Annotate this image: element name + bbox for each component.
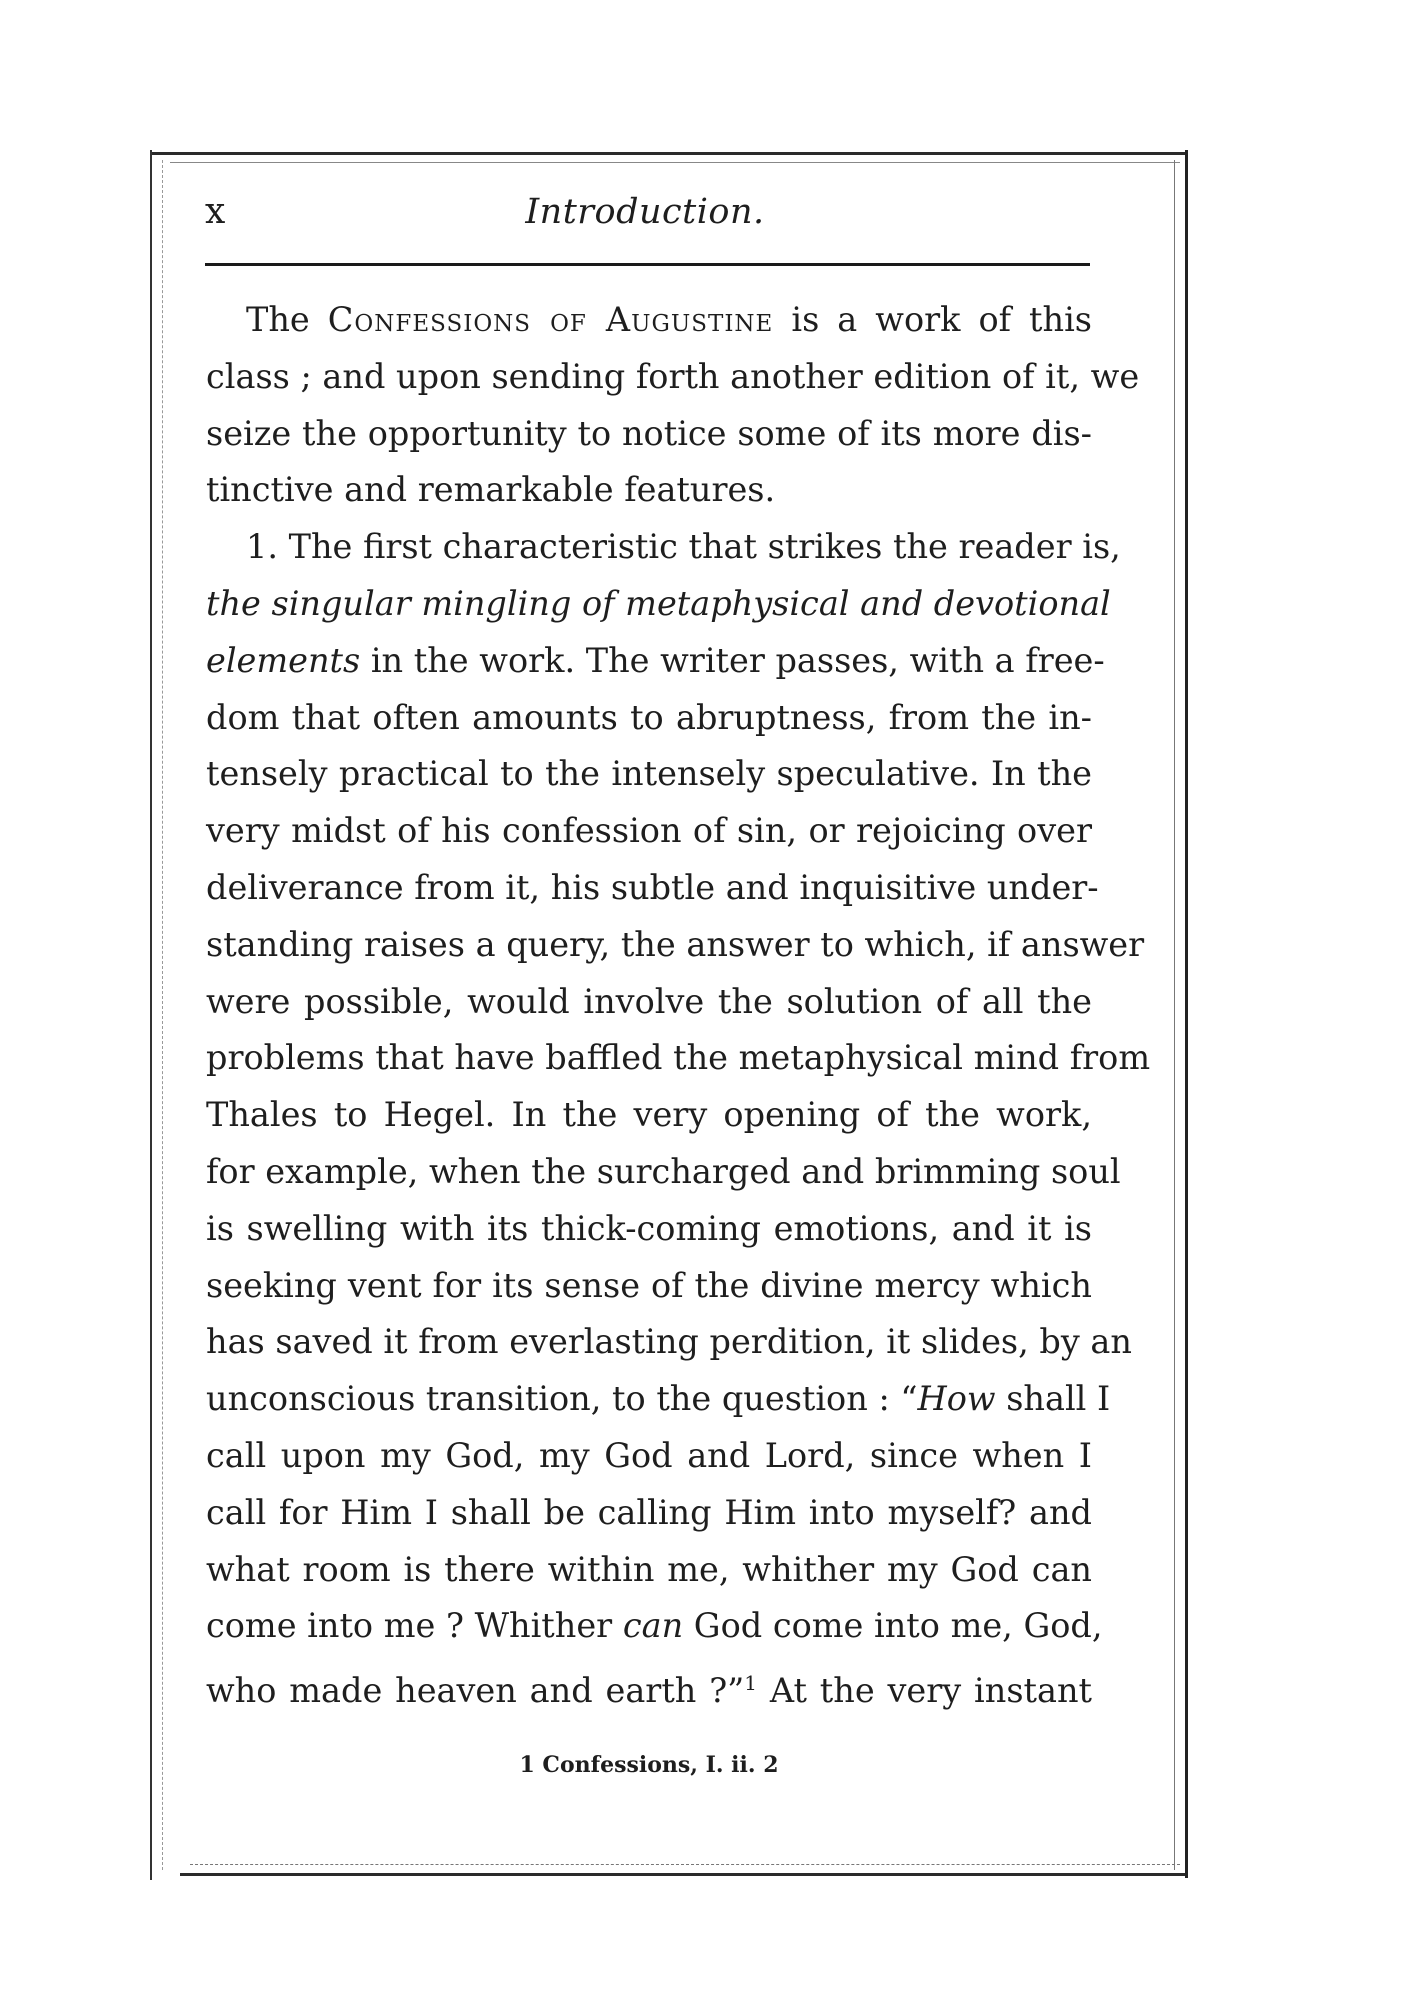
body-text [206, 292, 1151, 1712]
footnote: 1 Confessions, I. ii. 2 [519, 1752, 779, 1778]
italic-text: the singular mingling of metaphysical and devotional [206, 583, 1111, 623]
text-run: very midst of his confession of sin, or rejoicing over [206, 811, 1092, 851]
text-line [206, 462, 1092, 519]
text-run: is swelling with its thick-coming emotions, and it is [206, 1208, 1092, 1248]
text-run: for example, when the surcharged and brimming soul [206, 1151, 1121, 1191]
text-run: seize the opportunity to notice some of its more dis- [206, 413, 1092, 453]
text-run: deliverance from it, his subtle and inquisitive under- [206, 867, 1099, 907]
text-run: has saved it from everlasting perdition, it slides, by an [206, 1322, 1132, 1362]
text-run: 1. The first characteristic that strikes the reader is, [246, 527, 1121, 567]
header-rule [205, 263, 1090, 266]
page-frame-right-rule [1185, 150, 1188, 1878]
text-run: come into me ? Whither [206, 1606, 623, 1646]
text-run: in the work. The writer passes, with a free- [360, 640, 1105, 680]
text-line [206, 917, 1145, 974]
text-line [206, 1144, 1121, 1201]
text-line [206, 1428, 1092, 1485]
text-line [206, 1201, 1092, 1258]
text-line [206, 406, 1092, 463]
text-run: class ; and upon sending forth another edition of it, we [206, 356, 1140, 396]
italic-text: How [917, 1379, 996, 1419]
page-frame-top-rule [150, 152, 1187, 155]
text-run: who made heaven and earth ?” [206, 1671, 745, 1711]
footnote-marker: 1 [744, 1671, 758, 1696]
text-run: God come into me, God, [683, 1606, 1103, 1646]
text-line [206, 974, 1092, 1031]
small-caps-title: Confessions of Augustine [327, 300, 774, 339]
text-line [206, 1655, 1092, 1712]
text-run: dom that often amounts to abruptness, from the in- [206, 697, 1092, 737]
text-run: call upon my God, my God and Lord, since when I [206, 1435, 1092, 1475]
text-line [206, 1542, 1092, 1599]
text-line [206, 1598, 1103, 1655]
text-line [206, 349, 1140, 406]
text-line [206, 1030, 1151, 1087]
text-run: seeking vent for its sense of the divine mercy which [206, 1265, 1092, 1305]
text-line [206, 1258, 1092, 1315]
page-frame-right-inner-rule [1174, 160, 1175, 1870]
text-line [206, 519, 1121, 576]
page-frame-left-rule [150, 150, 152, 1880]
page-title: Introduction. [525, 192, 765, 232]
text-line [206, 860, 1099, 917]
text-run: tensely practical to the intensely speculative. In the [206, 754, 1092, 794]
page-frame-bottom-rule [180, 1873, 1185, 1876]
page-number: x [205, 191, 226, 232]
text-line [206, 803, 1092, 860]
text-run: is a work of this [773, 300, 1092, 339]
text-run: standing raises a query, the answer to which, if answer [206, 924, 1145, 964]
page-frame-top-inner-rule [170, 162, 1180, 163]
text-run: were possible, would involve the solution of all the [206, 981, 1092, 1021]
text-line [206, 1485, 1092, 1542]
text-run: what room is there within me, whither my God can [206, 1549, 1092, 1589]
text-run: The [246, 300, 328, 339]
running-head [205, 182, 1085, 242]
text-line [206, 746, 1092, 803]
page-frame-bottom-inner-rule [190, 1864, 1180, 1865]
text-run: call for Him I shall be calling Him into myself? and [206, 1492, 1092, 1532]
text-run: shall I [995, 1379, 1111, 1419]
text-run: At the very instant [757, 1671, 1092, 1711]
text-line [206, 1087, 1092, 1144]
text-line [206, 1371, 1111, 1428]
text-line [206, 690, 1092, 747]
text-line [206, 576, 1111, 633]
text-line [206, 1314, 1132, 1371]
italic-text: can [622, 1606, 684, 1646]
text-run: Thales to Hegel. In the very opening of the work, [206, 1095, 1092, 1135]
text-run: tinctive and remarkable features. [206, 470, 776, 510]
italic-text: elements [206, 640, 361, 680]
text-line [206, 292, 1092, 349]
page-frame-left-inner-rule [162, 160, 163, 1870]
text-line [206, 633, 1105, 690]
text-run: problems that have baffled the metaphysical mind from [206, 1038, 1151, 1078]
text-run: unconscious transition, to the question : “ [206, 1379, 918, 1419]
